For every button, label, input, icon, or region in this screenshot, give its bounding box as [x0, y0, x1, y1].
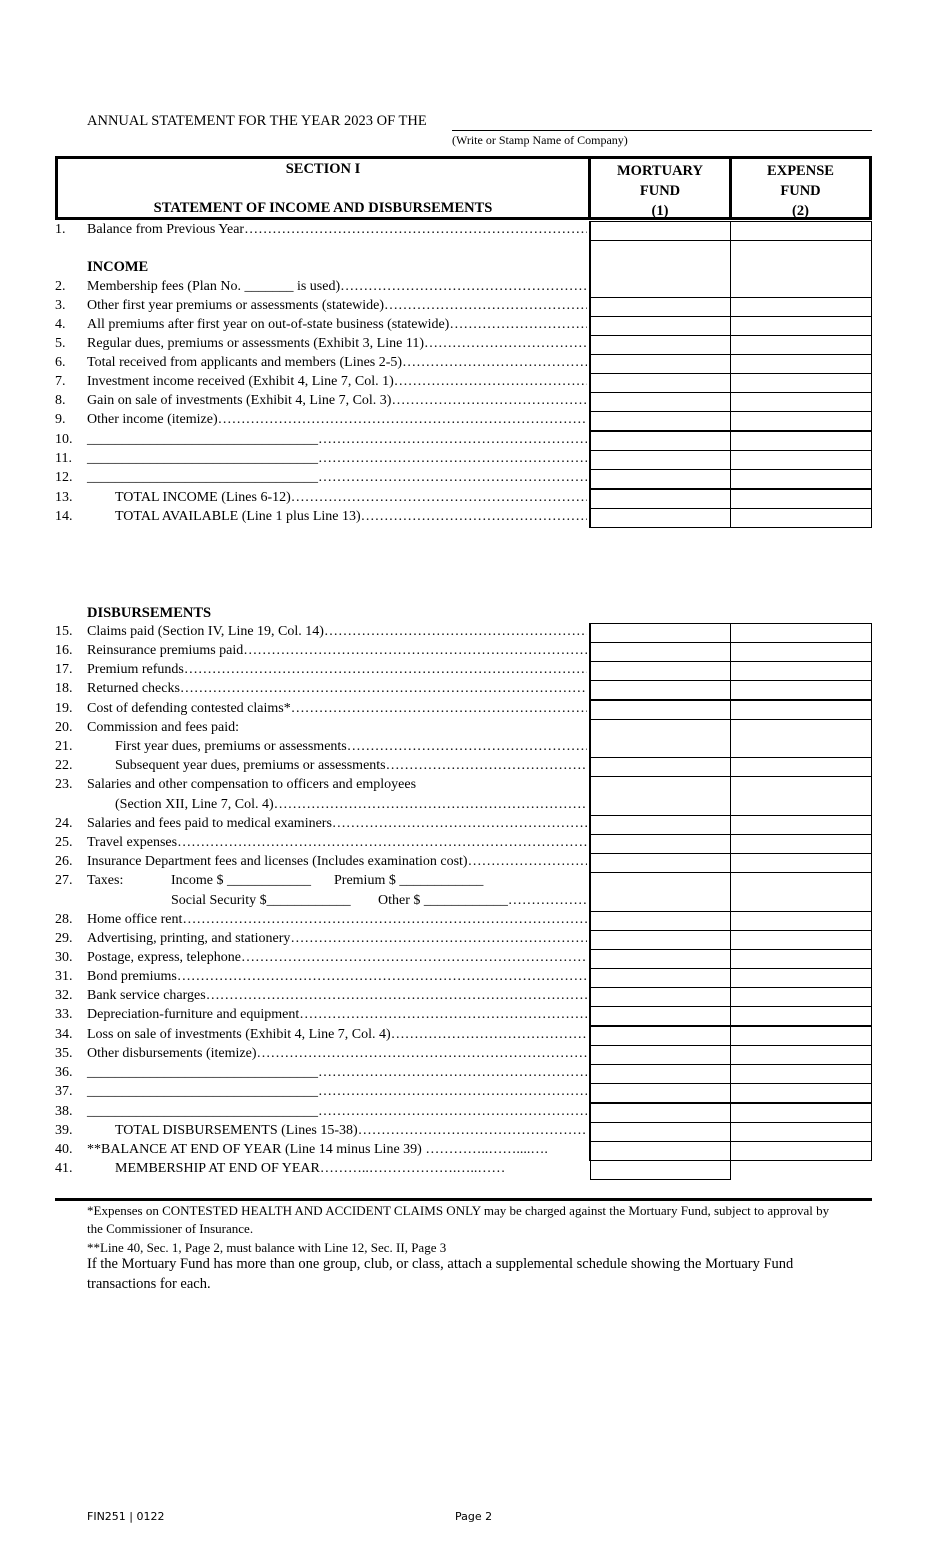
- line-number: 23.: [55, 777, 73, 792]
- mortuary-fund-cell[interactable]: [590, 354, 731, 374]
- dot-leader: [243, 643, 587, 659]
- dot-leader: [241, 950, 587, 966]
- dot-leader: [318, 1104, 587, 1120]
- dot-leader: [391, 1027, 587, 1043]
- expense-fund-cell[interactable]: [730, 335, 872, 355]
- line-number: 34.: [55, 1027, 73, 1042]
- line-label: _________________________________: [87, 451, 318, 466]
- line-number: 15.: [55, 624, 73, 639]
- expense-fund-cell[interactable]: [730, 1122, 872, 1142]
- line-label: Other disbursements (itemize): [87, 1046, 257, 1061]
- line-description[interactable]: [87, 1084, 587, 1100]
- col1-label: FUND: [639, 183, 681, 199]
- dot-leader: [318, 432, 587, 448]
- statement-title: STATEMENT OF INCOME AND DISBURSEMENTS: [153, 200, 493, 216]
- line-label: _________________________________: [87, 432, 318, 447]
- mortuary-fund-cell[interactable]: [590, 911, 731, 931]
- line-number: 10.: [55, 432, 73, 447]
- mortuary-fund-cell[interactable]: [590, 411, 731, 431]
- line-number: 32.: [55, 988, 73, 1003]
- mortuary-fund-cell[interactable]: [590, 623, 731, 643]
- line-description: [115, 1123, 587, 1139]
- column-rule: [589, 221, 591, 528]
- expense-fund-cell[interactable]: [730, 1006, 872, 1026]
- dot-leader: [244, 222, 587, 238]
- line-description: [87, 662, 587, 678]
- expense-fund-cell[interactable]: [730, 719, 872, 758]
- line-description: [87, 1027, 587, 1043]
- other-tax-field[interactable]: [378, 893, 587, 909]
- line-label: Other income (itemize): [87, 412, 218, 427]
- line-label: Postage, express, telephone: [87, 950, 241, 965]
- line-number: 25.: [55, 835, 73, 850]
- expense-fund-cell[interactable]: [730, 930, 872, 950]
- line-description: [87, 222, 587, 238]
- expense-fund-cell[interactable]: [730, 776, 872, 816]
- dot-leader: [394, 374, 587, 390]
- mortuary-fund-cell[interactable]: [590, 700, 731, 720]
- mortuary-fund-header: [591, 161, 729, 221]
- dot-leader: [391, 393, 587, 409]
- expense-fund-cell[interactable]: [730, 815, 872, 835]
- mortuary-fund-cell[interactable]: [590, 1103, 731, 1123]
- mortuary-fund-cell[interactable]: [590, 450, 731, 470]
- mortuary-fund-cell[interactable]: [590, 1160, 731, 1180]
- line-number: 21.: [55, 739, 73, 754]
- mortuary-fund-cell[interactable]: [590, 508, 731, 528]
- line-label: _________________________________: [87, 470, 318, 485]
- line-label: Cost of defending contested claims*: [87, 701, 291, 716]
- line-description: [87, 969, 587, 985]
- line-description: [87, 777, 587, 793]
- line-label: (Section XII, Line 7, Col. 4): [115, 797, 274, 812]
- line-number: 39.: [55, 1123, 73, 1138]
- line-description: [115, 490, 587, 506]
- mortuary-fund-cell[interactable]: [590, 221, 731, 241]
- expense-fund-cell[interactable]: [730, 469, 872, 489]
- line-label: Claims paid (Section IV, Line 19, Col. 14): [87, 624, 324, 639]
- column-rule: [589, 623, 591, 1161]
- line-description: [87, 816, 587, 832]
- line-description: [87, 298, 587, 314]
- line-number: 41.: [55, 1161, 73, 1176]
- line-description: [87, 1007, 587, 1023]
- line-label: Other first year premiums or assessments (statewide): [87, 298, 385, 313]
- mortuary-fund-cell[interactable]: [590, 392, 731, 412]
- line-number: 5.: [55, 336, 66, 351]
- other-tax-label: Other $ ____________: [378, 893, 508, 908]
- mortuary-fund-cell[interactable]: [590, 930, 731, 950]
- line-number: 13.: [55, 490, 73, 505]
- line-description: [87, 854, 587, 870]
- line-number: 30.: [55, 950, 73, 965]
- mortuary-fund-cell[interactable]: [590, 240, 731, 298]
- line-label: Salaries and other compensation to officers and employees: [87, 777, 417, 792]
- expense-fund-cell[interactable]: [730, 1045, 872, 1065]
- line-number: 31.: [55, 969, 73, 984]
- line-label: Salaries and fees paid to medical examiners: [87, 816, 332, 831]
- line-label: Reinsurance premiums paid: [87, 643, 244, 658]
- dot-leader: [291, 490, 587, 506]
- dot-leader: [177, 969, 587, 985]
- mortuary-fund-cell[interactable]: [590, 815, 731, 835]
- line-description: [87, 336, 587, 352]
- line-label: First year dues, premiums or assessments: [115, 739, 347, 754]
- line-number: 8.: [55, 393, 66, 408]
- line-number: 14.: [55, 509, 73, 524]
- line-description: [115, 758, 587, 774]
- dot-leader: [299, 1007, 587, 1023]
- line-number: 24.: [55, 816, 73, 831]
- dot-leader: [318, 1084, 587, 1100]
- line-description[interactable]: [87, 432, 587, 448]
- expense-fund-cell[interactable]: [730, 240, 872, 298]
- dot-leader: [182, 912, 587, 928]
- line-label: _________________________________: [87, 1104, 318, 1119]
- dot-leader: [358, 1123, 587, 1139]
- line-number: 9.: [55, 412, 66, 427]
- expense-fund-cell[interactable]: [730, 354, 872, 374]
- line-number: 26.: [55, 854, 73, 869]
- expense-fund-cell[interactable]: [730, 508, 872, 528]
- expense-fund-cell[interactable]: [730, 392, 872, 412]
- dot-leader: [424, 336, 587, 352]
- footnote-contested-claims: *Expenses on CONTESTED HEALTH AND ACCIDENT CLAIMS ONLY may be charged against the Mortuary Fund, subject to approval by the Commissioner of Insurance.: [87, 1203, 830, 1236]
- expense-fund-cell[interactable]: [730, 489, 872, 509]
- dot-leader: [290, 931, 587, 947]
- expense-fund-cell[interactable]: [730, 450, 872, 470]
- mortuary-fund-cell[interactable]: [590, 1006, 731, 1026]
- line-label: _________________________________: [87, 1084, 318, 1099]
- line-label: Travel expenses: [87, 835, 178, 850]
- dot-leader: [206, 988, 587, 1004]
- line-description: [115, 1161, 587, 1177]
- line-label: Commission and fees paid:: [87, 720, 240, 735]
- dot-leader: [318, 1065, 587, 1081]
- line-number: 1.: [55, 222, 66, 237]
- expense-fund-cell[interactable]: [730, 680, 872, 700]
- header-subtitle: (Write or Stamp Name of Company): [452, 133, 628, 147]
- dot-leader: [347, 739, 587, 755]
- mortuary-fund-cell[interactable]: [590, 489, 731, 509]
- col2-number: (2): [792, 203, 809, 219]
- mortuary-fund-cell[interactable]: [590, 297, 731, 317]
- line-number: 33.: [55, 1007, 73, 1022]
- line-number: 40.: [55, 1142, 73, 1157]
- line-number: 37.: [55, 1084, 73, 1099]
- expense-fund-header: [732, 161, 869, 221]
- line-description: [87, 374, 587, 390]
- expense-fund-cell[interactable]: [730, 1026, 872, 1046]
- mortuary-fund-cell[interactable]: [590, 335, 731, 355]
- dot-leader: [218, 412, 587, 428]
- mortuary-fund-cell[interactable]: [590, 1122, 731, 1142]
- mortuary-fund-cell[interactable]: [590, 968, 731, 988]
- mortuary-fund-cell[interactable]: [590, 987, 731, 1007]
- expense-fund-cell[interactable]: [730, 834, 872, 854]
- expense-fund-cell[interactable]: [730, 872, 872, 912]
- mortuary-fund-cell[interactable]: [590, 642, 731, 662]
- line-description: [87, 931, 587, 947]
- line-label: Loss on sale of investments (Exhibit 4, Line 7, Col. 4): [87, 1027, 391, 1042]
- line-label: Investment income received (Exhibit 4, Line 7, Col. 1): [87, 374, 394, 389]
- line-description: [87, 1046, 587, 1062]
- form-id: FIN251 | 0122: [87, 1510, 165, 1523]
- expense-fund-cell[interactable]: [730, 1083, 872, 1103]
- line-label: **BALANCE AT END OF YEAR (Line 14 minus Line 39) …………..……....….: [87, 1142, 548, 1157]
- line-description[interactable]: [87, 1065, 587, 1081]
- line-label: Insurance Department fees and licenses (Includes examination cost): [87, 854, 468, 869]
- line-label: Bank service charges: [87, 988, 206, 1003]
- dot-leader: [318, 470, 587, 486]
- taxes-label: Taxes:: [87, 873, 124, 888]
- expense-fund-cell[interactable]: [730, 373, 872, 393]
- line-number: 38.: [55, 1104, 73, 1119]
- line-description: [87, 412, 587, 428]
- footnote-divider: [55, 1198, 872, 1201]
- line-number: 17.: [55, 662, 73, 677]
- line-number: 7.: [55, 374, 66, 389]
- col1-label: MORTUARY: [617, 163, 703, 179]
- line-label: Balance from Previous Year: [87, 222, 245, 237]
- line-description: [87, 835, 587, 851]
- line-label: Gain on sale of investments (Exhibit 4, Line 7, Col. 3): [87, 393, 392, 408]
- col2-label: FUND: [780, 183, 821, 199]
- line-number: 19.: [55, 701, 73, 716]
- expense-fund-cell[interactable]: [730, 949, 872, 969]
- line-number: 18.: [55, 681, 73, 696]
- expense-fund-cell[interactable]: [730, 661, 872, 681]
- footnote-supplemental: If the Mortuary Fund has more than one group, club, or class, attach a supplemental schedule showing the Mortuary Fund transactions for each.: [87, 1256, 794, 1292]
- dot-leader: [361, 509, 587, 525]
- mortuary-fund-cell[interactable]: [590, 469, 731, 489]
- line-number: 4.: [55, 317, 66, 332]
- dot-leader: [508, 893, 587, 909]
- expense-fund-cell[interactable]: [730, 642, 872, 662]
- line-number: 28.: [55, 912, 73, 927]
- mortuary-fund-cell[interactable]: [590, 757, 731, 777]
- disbursements-label: DISBURSEMENTS: [87, 605, 212, 621]
- dot-leader: [257, 1046, 587, 1062]
- company-name-line[interactable]: [452, 130, 872, 131]
- line-description-cont: [115, 797, 587, 813]
- mortuary-fund-cell[interactable]: [590, 431, 731, 451]
- line-description[interactable]: [87, 1104, 587, 1120]
- footnote-balance: **Line 40, Sec. 1, Page 2, must balance with Line 12, Sec. II, Page 3: [87, 1240, 447, 1255]
- line-description: [87, 912, 587, 928]
- income-label: INCOME: [87, 259, 149, 275]
- mortuary-fund-cell[interactable]: [590, 853, 731, 873]
- expense-fund-cell[interactable]: [730, 221, 872, 241]
- expense-fund-cell[interactable]: [730, 757, 872, 777]
- line-description: [87, 701, 587, 717]
- line-description: [87, 720, 587, 736]
- header-title: ANNUAL STATEMENT FOR THE YEAR 2023 OF THE: [87, 113, 427, 129]
- line-label: Depreciation-furniture and equipment: [87, 1007, 300, 1022]
- line-label: Regular dues, premiums or assessments (Exhibit 3, Line 11): [87, 336, 424, 351]
- mortuary-fund-cell[interactable]: [590, 949, 731, 969]
- mortuary-fund-cell[interactable]: [590, 834, 731, 854]
- line-label: MEMBERSHIP AT END OF YEAR………..……………….…..……: [115, 1161, 506, 1176]
- line-label: Total received from applicants and members (Lines 2-5): [87, 355, 403, 370]
- dot-leader: [291, 701, 587, 717]
- mortuary-fund-cell[interactable]: [590, 316, 731, 336]
- expense-fund-cell[interactable]: [730, 968, 872, 988]
- expense-fund-cell[interactable]: [730, 853, 872, 873]
- line-number: 22.: [55, 758, 73, 773]
- expense-fund-cell[interactable]: [730, 623, 872, 643]
- dot-leader: [402, 355, 587, 371]
- line-number: 11.: [55, 451, 72, 466]
- expense-fund-cell[interactable]: [730, 1103, 872, 1123]
- expense-fund-cell[interactable]: [730, 297, 872, 317]
- page-number: Page 2: [455, 1510, 493, 1523]
- expense-fund-cell[interactable]: [730, 1064, 872, 1084]
- line-label: Advertising, printing, and stationery: [87, 931, 291, 946]
- col1-number: (1): [651, 203, 669, 219]
- line-description[interactable]: [87, 451, 587, 467]
- line-label: Subsequent year dues, premiums or assessments: [115, 758, 386, 773]
- line-label: Premium refunds: [87, 662, 184, 677]
- line-description: [87, 643, 587, 659]
- dot-leader: [386, 758, 587, 774]
- line-description: [87, 355, 587, 371]
- col2-label: EXPENSE: [767, 163, 834, 179]
- line-label: Bond premiums: [87, 969, 177, 984]
- line-description: [87, 950, 587, 966]
- line-label: Returned checks: [87, 681, 180, 696]
- mortuary-fund-cell[interactable]: [590, 1141, 731, 1161]
- line-description: [87, 1142, 587, 1158]
- line-number: 12.: [55, 470, 73, 485]
- income-tax-field[interactable]: Income $ ____________: [171, 873, 311, 888]
- line-number: 20.: [55, 720, 73, 735]
- expense-fund-cell[interactable]: [730, 411, 872, 431]
- mortuary-fund-cell[interactable]: [590, 719, 731, 758]
- line-label: Membership fees (Plan No. _______ is used): [87, 279, 341, 294]
- line-description[interactable]: [87, 470, 587, 486]
- line-number: 35.: [55, 1046, 73, 1061]
- dot-leader: [468, 854, 587, 870]
- mortuary-fund-cell[interactable]: [590, 1083, 731, 1103]
- line-label: TOTAL INCOME (Lines 6-12): [115, 490, 291, 505]
- expense-fund-cell[interactable]: [730, 987, 872, 1007]
- line-description: [87, 317, 587, 333]
- line-number: 16.: [55, 643, 73, 658]
- line-number: 36.: [55, 1065, 73, 1080]
- expense-fund-cell[interactable]: [730, 1141, 872, 1161]
- mortuary-fund-cell[interactable]: [590, 1064, 731, 1084]
- line-number: 29.: [55, 931, 73, 946]
- social-security-field[interactable]: Social Security $____________: [171, 893, 351, 908]
- line-number: 6.: [55, 355, 66, 370]
- line-label: TOTAL AVAILABLE (Line 1 plus Line 13): [115, 509, 361, 524]
- expense-fund-cell[interactable]: [730, 700, 872, 720]
- expense-fund-cell[interactable]: [730, 431, 872, 451]
- line-description: [87, 279, 587, 295]
- mortuary-fund-cell[interactable]: [590, 776, 731, 816]
- premium-tax-field[interactable]: Premium $ ____________: [334, 873, 484, 888]
- dot-leader: [384, 298, 587, 314]
- dot-leader: [449, 317, 587, 333]
- dot-leader: [274, 797, 587, 813]
- dot-leader: [177, 835, 587, 851]
- dot-leader: [324, 624, 587, 640]
- expense-fund-cell[interactable]: [730, 911, 872, 931]
- line-number: 3.: [55, 298, 66, 313]
- mortuary-fund-cell[interactable]: [590, 661, 731, 681]
- mortuary-fund-cell[interactable]: [590, 1045, 731, 1065]
- line-description: [115, 739, 587, 755]
- line-label: TOTAL DISBURSEMENTS (Lines 15-38): [115, 1123, 358, 1138]
- expense-fund-cell[interactable]: [730, 316, 872, 336]
- dot-leader: [318, 451, 587, 467]
- dot-leader: [332, 816, 587, 832]
- line-description: [87, 393, 587, 409]
- line-description: [87, 988, 587, 1004]
- mortuary-fund-cell[interactable]: [590, 373, 731, 393]
- line-number: 27.: [55, 873, 73, 888]
- line-label: _________________________________: [87, 1065, 318, 1080]
- line-description: [87, 624, 587, 640]
- line-description: [115, 509, 587, 525]
- line-label: All premiums after first year on out-of-state business (statewide): [87, 317, 450, 332]
- dot-leader: [180, 681, 587, 697]
- section-title: SECTION I: [285, 161, 361, 177]
- line-label: Home office rent: [87, 912, 183, 927]
- line-number: 2.: [55, 279, 66, 294]
- line-description: [87, 681, 587, 697]
- dot-leader: [340, 279, 587, 295]
- mortuary-fund-cell[interactable]: [590, 872, 731, 912]
- mortuary-fund-cell[interactable]: [590, 1026, 731, 1046]
- mortuary-fund-cell[interactable]: [590, 680, 731, 700]
- dot-leader: [184, 662, 587, 678]
